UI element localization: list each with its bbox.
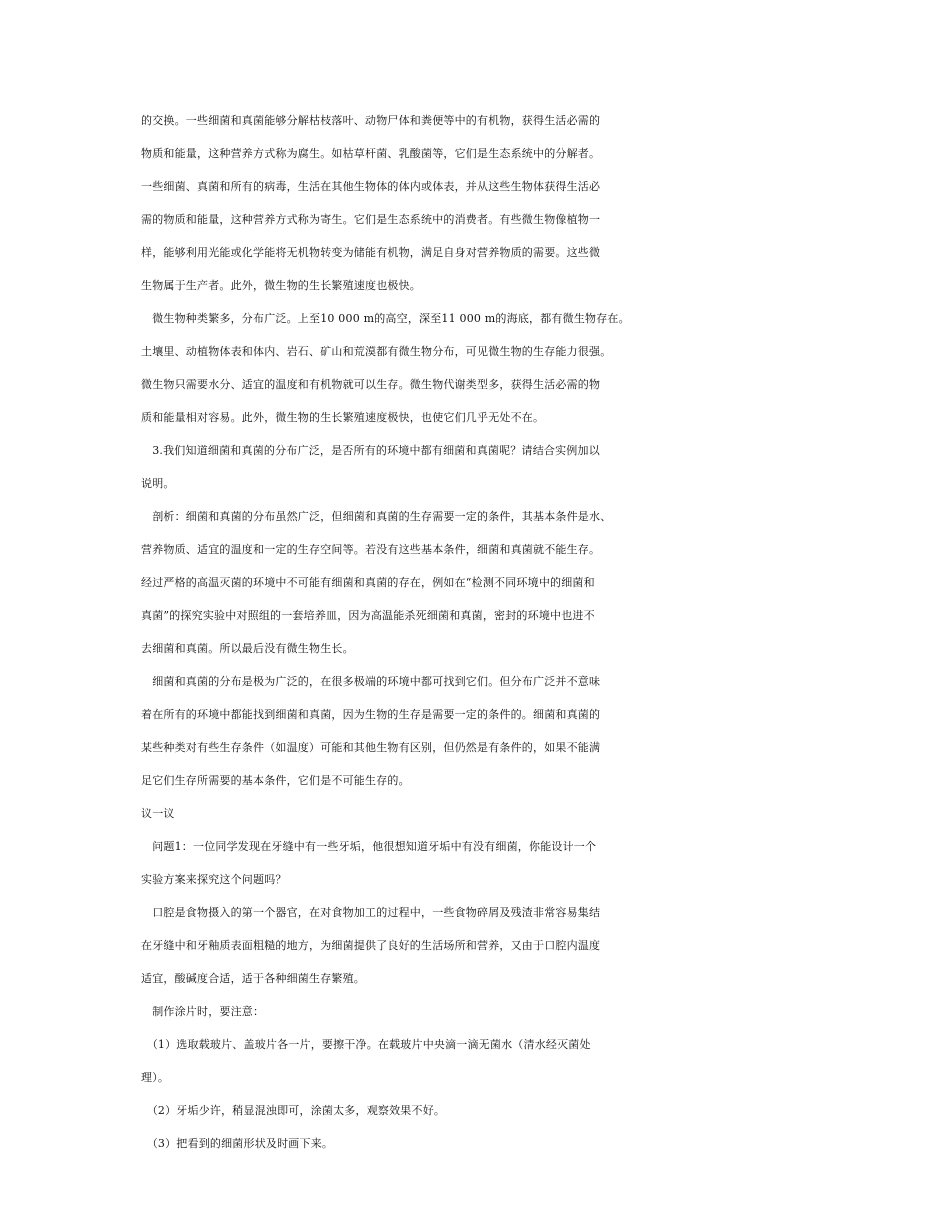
- text-line: 微生物只需要水分、适宜的温度和有机物就可以生存。微生物代谢类型多，获得生活必需的物: [141, 378, 601, 391]
- text-line: 问题1：一位同学发现在牙缝中有一些牙垢，他很想知道牙垢中有没有细菌，你能设计一个: [141, 840, 597, 853]
- text-line: 足它们生存所需要的基本条件，它们是不可能生存的。: [141, 774, 410, 787]
- text-line: 说明。: [141, 477, 175, 490]
- text-line: 细菌和真菌的分布是极为广泛的，在很多极端的环境中都可找到它们。但分布广泛并不意味: [141, 675, 601, 688]
- text-line: （3）把看到的细菌形状及时画下来。: [141, 1137, 334, 1150]
- text-line: 在牙缝中和牙釉质表面粗糙的地方，为细菌提供了良好的生活场所和营养，又由于口腔内温度: [141, 939, 601, 952]
- text-line: 制作涂片时，要注意：: [141, 1005, 265, 1018]
- text-line: 某些种类对有些生存条件（如温度）可能和其他生物有区别，但仍然是有条件的，如果不能满: [141, 741, 601, 754]
- text-line: 真菌”的探究实验中对照组的一套培养皿，因为高温能杀死细菌和真菌，密封的环境中也进不: [141, 609, 595, 622]
- text-line: 实验方案来探究这个问题吗？: [141, 873, 287, 886]
- text-line: 理）。: [141, 1071, 170, 1084]
- text-line: 营养物质、适宜的温度和一定的生存空间等。若没有这些基本条件，细菌和真菌就不能生存。: [141, 543, 601, 556]
- text-line: 土壤里、动植物体表和体内、岩石、矿山和荒漠都有微生物分布，可见微生物的生存能力很强。: [141, 345, 612, 358]
- text-line: 口腔是食物摄入的第一个器官，在对食物加工的过程中，一些食物碎屑及残渣非常容易集结: [141, 906, 601, 919]
- text-line: 适宜，酸碱度合适，适于各种细菌生存繁殖。: [141, 972, 365, 985]
- text-line: （1）选取载玻片、盖玻片各一片，要擦干净。在载玻片中央滴一滴无菌水（清水经灭菌处: [141, 1038, 591, 1051]
- text-line: 3.我们知道细菌和真菌的分布广泛，是否所有的环境中都有细菌和真菌呢？请结合实例加以: [141, 444, 600, 457]
- text-line: 去细菌和真菌。所以最后没有微生物生长。: [141, 642, 354, 655]
- text-line: 微生物种类繁多，分布广泛。上至10 000 m的高空，深至11 000 m的海底，都有微生物存在。: [141, 312, 630, 325]
- section-heading: 议一议: [141, 807, 175, 820]
- text-line: 生物属于生产者。此外，微生物的生长繁殖速度也极快。: [141, 279, 421, 292]
- text-line: 物质和能量，这种营养方式称为腐生。如枯草杆菌、乳酸菌等，它们是生态系统中的分解者。: [141, 147, 601, 160]
- text-line: 剖析：细菌和真菌的分布虽然广泛，但细菌和真菌的生存需要一定的条件，其基本条件是水、: [141, 510, 612, 523]
- text-line: 的交换。一些细菌和真菌能够分解枯枝落叶、动物尸体和粪便等中的有机物，获得生活必需的: [141, 114, 601, 127]
- text-line: 着在所有的环境中都能找到细菌和真菌，因为生物的生存是需要一定的条件的。细菌和真菌的: [141, 708, 601, 721]
- text-line: 样，能够利用光能或化学能将无机物转变为储能有机物，满足自身对营养物质的需要。这些微: [141, 246, 601, 259]
- text-line: 需的物质和能量，这种营养方式称为寄生。它们是生态系统中的消费者。有些微生物像植物一: [141, 213, 601, 226]
- text-line: 经过严格的高温灭菌的环境中不可能有细菌和真菌的存在，例如在“检测不同环境中的细菌和: [141, 576, 595, 589]
- text-line: （2）牙垢少许，稍显混浊即可，涂菌太多，观察效果不好。: [141, 1104, 446, 1117]
- text-line: 一些细菌、真菌和所有的病毒，生活在其他生物体的体内或体表，并从这些生物体获得生活必: [141, 180, 601, 193]
- text-line: 质和能量相对容易。此外，微生物的生长繁殖速度极快，也使它们几乎无处不在。: [141, 411, 545, 424]
